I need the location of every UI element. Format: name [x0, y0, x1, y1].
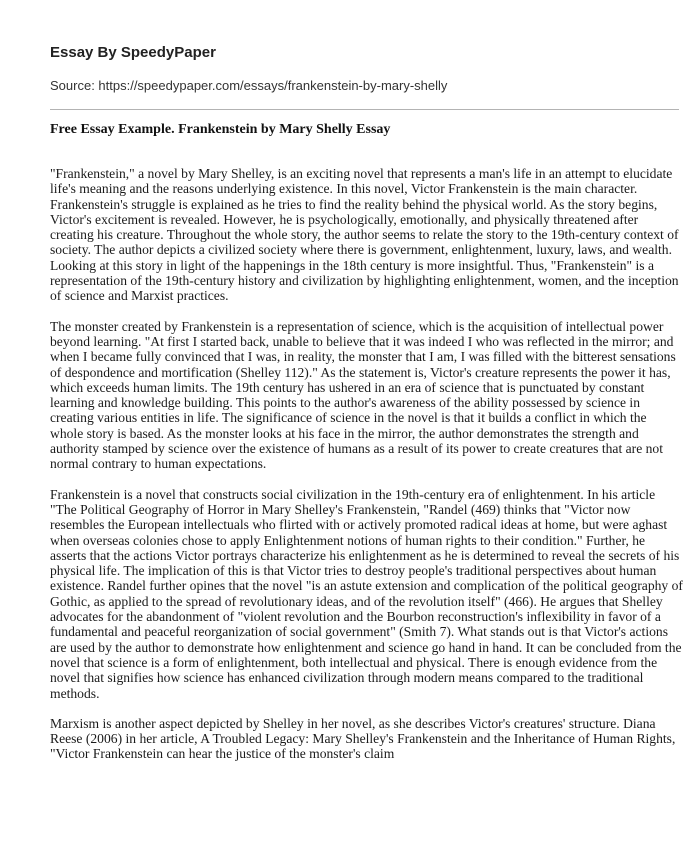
source-line: Source: https://speedypaper.com/essays/frankenstein-by-mary-shelly [50, 78, 448, 93]
paragraph: The monster created by Frankenstein is a representation of science, which is the acquisition of intellectual power beyond learning. "At first I started back, unable to believe that it was indeed I who was reflected in the mirror; and when I became fully convinced that I was, in reality, the monster that I am, I was filled with the bitterest sensations of despondence and mortification (Shelley 112)." As the statement is, Victor's creature represents the power it has, which exceeds human limits. The 19th century has ushered in an era of science that is punctuated by constant learning and knowledge building. This points to the author's awareness of the ability possessed by science in creating various entities in life. The significance of science in the novel is that it builds a conflict in which the whole story is based. As the monster looks at his face in the mirror, the author demonstrates the strength and authority stamped by science over the existence of humans as a result of its power to create creatures that are not normal contrary to human expectations. [50, 318, 676, 472]
paragraph: Frankenstein is a novel that constructs social civilization in the 19th-century era of enlightenment. In his article "The Political Geography of Horror in Mary Shelley's Frankenstein, "Randel (469) thinks that "Victor now resembles the European intellectuals who flirted with or actively promoted radical ideas at home, but were aghast when overseas colonies chose to apply Enlightenment notions of human rights to their condition." Further, he asserts that the actions Victor portrays characterize his enlightenment as he is determined to reveal the secrets of his physical life. The implication of this is that Victor tries to destroy people's traditional perspectives about human existence. Randel further opines that the novel "is an astute extension and complication of the political geography of Gothic, as applied to the spread of revolutionary ideas, and of the revolution itself" (466). He argues that Shelley advocates for the abandonment of "violent revolution and the Bourbon reconstruction's inflexibility in favor of a fundamental and peaceful reorganization of social government" (Smith 7). What stands out is that Victor's actions are used by the author to demonstrate how enlightenment and science go hand in hand. It can be concluded from the novel that science is a form of enlightenment, both intellectual and physical. There is enough evidence from the novel that signifies how science has enhanced civilization through modern means compared to the traditional methods. [50, 486, 683, 701]
essay-title: Free Essay Example. Frankenstein by Mary Shelly Essay [50, 122, 391, 137]
header-divider [50, 109, 679, 110]
paragraph: Marxism is another aspect depicted by Shelley in her novel, as she describes Victor's creatures' structure. Diana Reese (2006) in her article, A Troubled Legacy: Mary Shelley's Frankenstein and the Inheritance of Human Rights, "Victor Frankenstein can hear the justice of the monster's claim [50, 715, 676, 762]
paragraph: "Frankenstein," a novel by Mary Shelley, is an exciting novel that represents a man's life in an attempt to elucidate life's meaning and the reasons underlying existence. In this novel, Victor Frankenstein is the main character. Frankenstein's struggle is explained as he tries to find the reality behind the physical world. As the story begins, Victor's excitement is revealed. However, he is psychologically, emotionally, and physically threatened after creating his creature. Throughout the whole story, the author seems to relate the story to the 19th-century context of society. The author depicts a civilized society where there is government, enlightenment, luxury, laws, and wealth. Looking at this story in light of the happenings in the 18th century is more insightful. Thus, "Frankenstein" is a representation of the 19th-century history and civilization by highlighting enlightenment, women, and the inception of science and Marxist practices. [50, 166, 679, 304]
brand-title: Essay By SpeedyPaper [50, 44, 216, 61]
essay-body [50, 166, 683, 777]
